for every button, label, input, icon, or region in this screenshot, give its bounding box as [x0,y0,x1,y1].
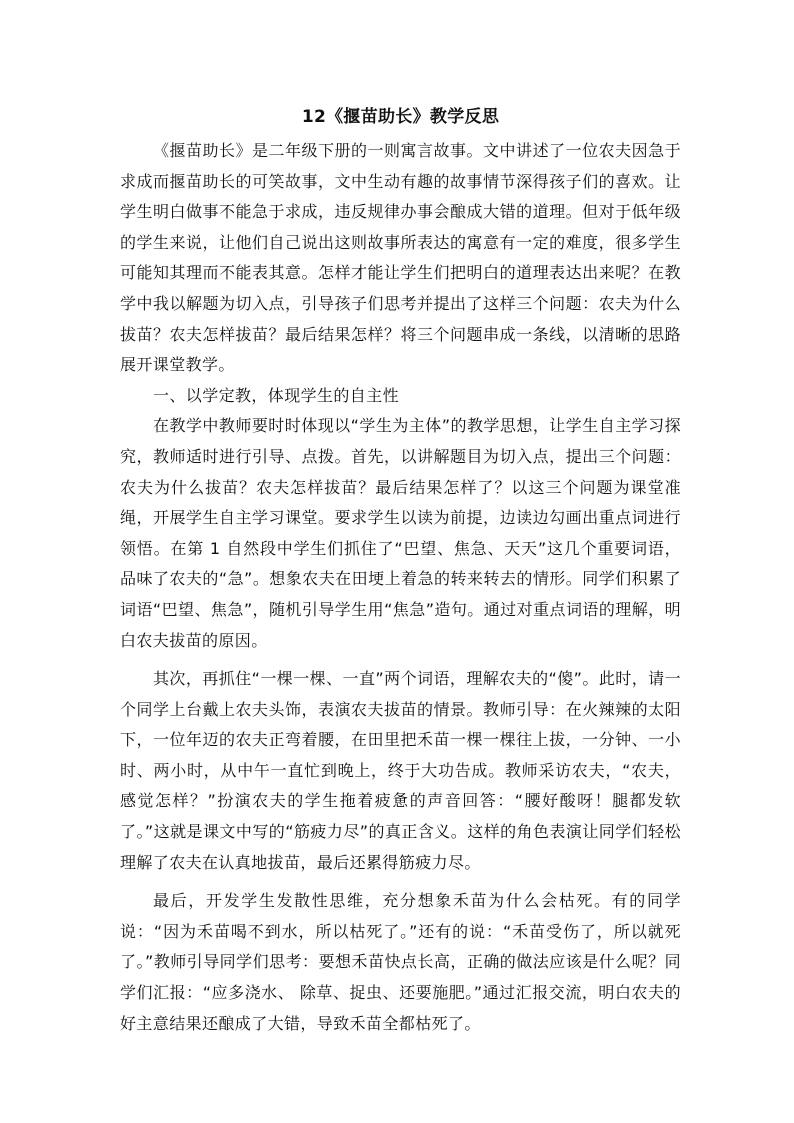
section-heading: 一、以学定教，体现学生的自主性 [153,385,400,405]
document-title: 12《揠苗助长》教学反思 [301,107,500,127]
body-paragraph-3: 最后，开发学生发散性思维，充分想象禾苗为什么会枯死。有的同学说：“因为禾苗喝不到水，所以枯死了。”还有的说：“禾苗受伤了，所以就死了。”教师引导同学们思考：要想禾苗快点长高，正确的做法应该是什么呢？同学们汇报：“应多浇水、 除草、捉虫、还要施肥。”通过汇报交流，明白农夫的好主意结果还酿成了大错，导致禾苗全都枯死了。 [120,891,681,1033]
body-paragraph-1: 在教学中教师要时时体现以“学生为主体”的教学思想，让学生自主学习探究，教师适时进行引导、点拨。首先，以讲解题目为切入点，提出三个问题：农夫为什么拔苗？农夫怎样拔苗？最后结果怎样了？以这三个问题为课堂准绳，开展学生自主学习课堂。要求学生以读为前提，边读边勾画出重点词进行领悟。在第 1 自然段中学生们抓住了“巴望、焦急、天天”这几个重要词语，品味了农夫的“急”。想象农夫在田埂上着急的转来转去的情形。同学们积累了词语“巴望、焦急”，随机引导学生用“焦急”造句。通过对重点词语的理解，明白农夫拔苗的原因。 [120,416,681,650]
intro-paragraph: 《揠苗助长》是二年级下册的一则寓言故事。文中讲述了一位农夫因急于求成而揠苗助长的可笑故事，文中生动有趣的故事情节深得孩子们的喜欢。让学生明白做事不能急于求成，违反规律办事会酿成大错的道理。但对于低年级的学生来说，让他们自己说出这则故事所表达的寓意有一定的难度，很多学生可能知其理而不能表其意。怎样才能让学生们把明白的道理表达出来呢？在教学中我以解题为切入点，引导孩子们思考并提出了这样三个问题：农夫为什么拔苗？农夫怎样拔苗？最后结果怎样？将三个问题串成一条线，以清晰的思路展开课堂教学。 [120,141,681,375]
body-paragraph-2: 其次，再抓住“一棵一棵、一直”两个词语，理解农夫的“傻”。此时，请一个同学上台戴上农夫头饰，表演农夫拔苗的情景。教师引导：在火辣辣的太阳下，一位年迈的农夫正弯着腰，在田里把禾苗一棵一棵往上拔，一分钟、一小时、两小时，从中午一直忙到晚上，终于大功告成。教师采访农夫，“农夫，感觉怎样？”扮演农夫的学生拖着疲惫的声音回答：“腰好酸呀！腿都发软了。”这就是课文中写的“筋疲力尽”的真正含义。这样的角色表演让同学们轻松理解了农夫在认真地拔苗，最后还累得筋疲力尽。 [120,669,681,872]
